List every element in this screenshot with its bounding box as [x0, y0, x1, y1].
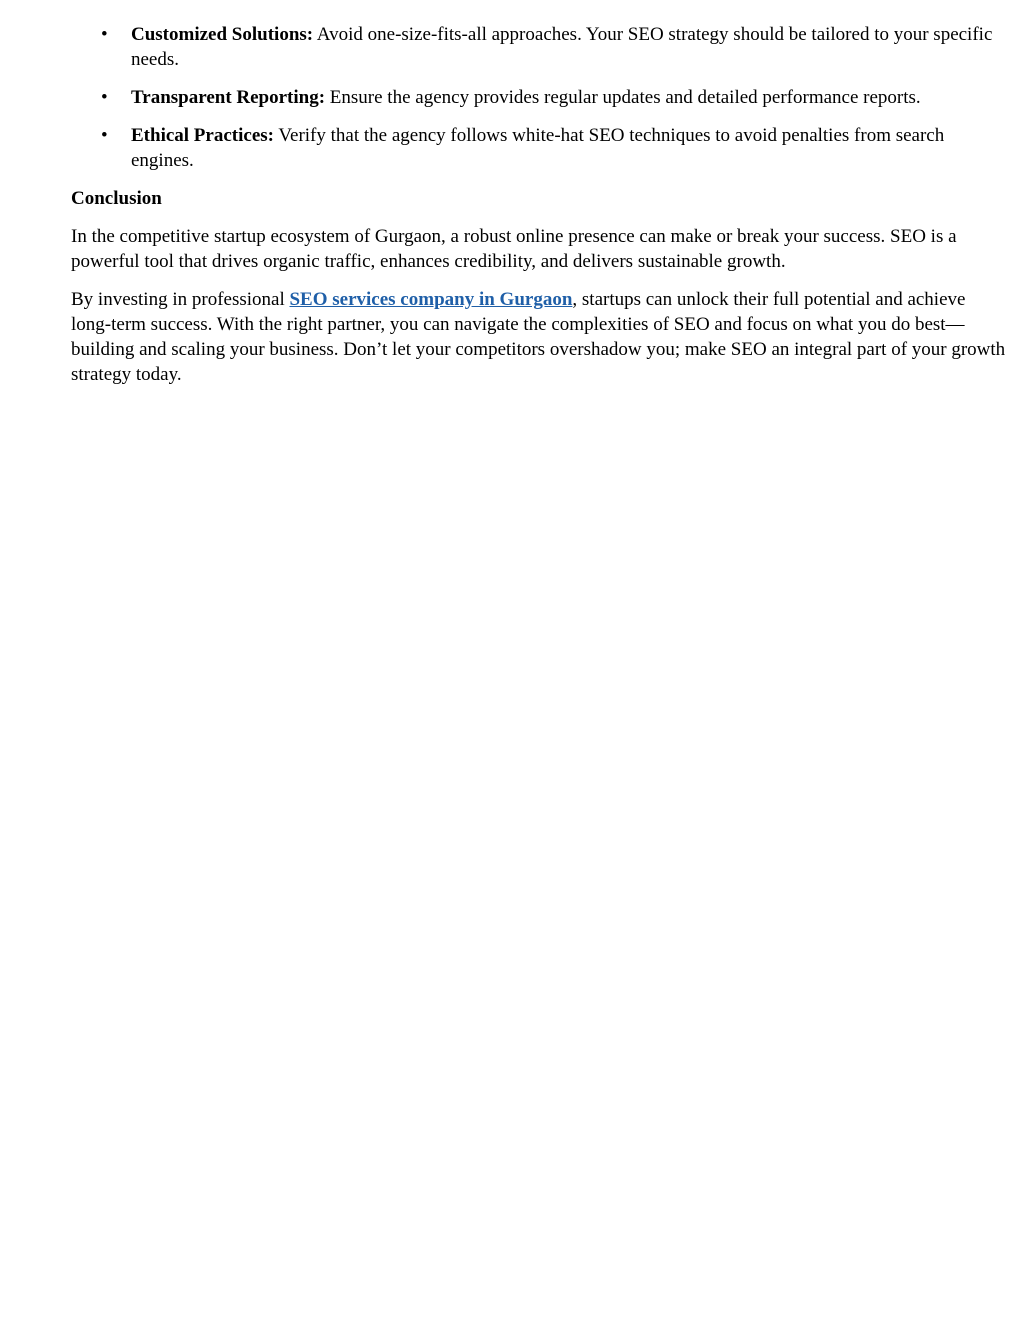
list-item [71, 123, 1006, 173]
bullet-icon: • [101, 24, 108, 45]
bullet-text: Ensure the agency provides regular updates and detailed performance reports. [325, 87, 921, 108]
conclusion-paragraph-2 [71, 287, 1006, 387]
bullet-term: Ethical Practices: [131, 125, 274, 146]
list-item [71, 22, 1006, 72]
list-item [71, 85, 1006, 110]
conclusion-paragraph-1: In the competitive startup ecosystem of Gurgaon, a robust online presence can make or break your success. SEO is a powerful tool that drives organic traffic, enhances credibility, and delivers sustainable growth. [71, 226, 957, 272]
paragraph-text-after-link: , startups can unlock their full potential and achieve long-term success. With the right partner, you can navigate the complexities of SEO and focus on what you do best—building and scaling your business. Don’t let your competitors overshadow you; make SEO an integral part of your growth strategy today. [71, 289, 1006, 385]
benefits-list [71, 22, 1006, 173]
seo-services-link[interactable]: SEO services company in Gurgaon [289, 289, 573, 310]
paragraph-text-before-link: By investing in professional [71, 289, 290, 310]
bullet-icon: • [101, 125, 108, 146]
bullet-term: Transparent Reporting: [131, 87, 326, 108]
bullet-term: Customized Solutions: [131, 24, 314, 45]
bullet-text: Avoid one-size-fits-all approaches. Your SEO strategy should be tailored to your specific needs. [131, 24, 993, 70]
document-page [71, 22, 1006, 400]
conclusion-heading: Conclusion [71, 188, 162, 209]
bullet-icon: • [101, 87, 108, 108]
bullet-text: Verify that the agency follows white-hat SEO techniques to avoid penalties from search engines. [131, 125, 945, 171]
